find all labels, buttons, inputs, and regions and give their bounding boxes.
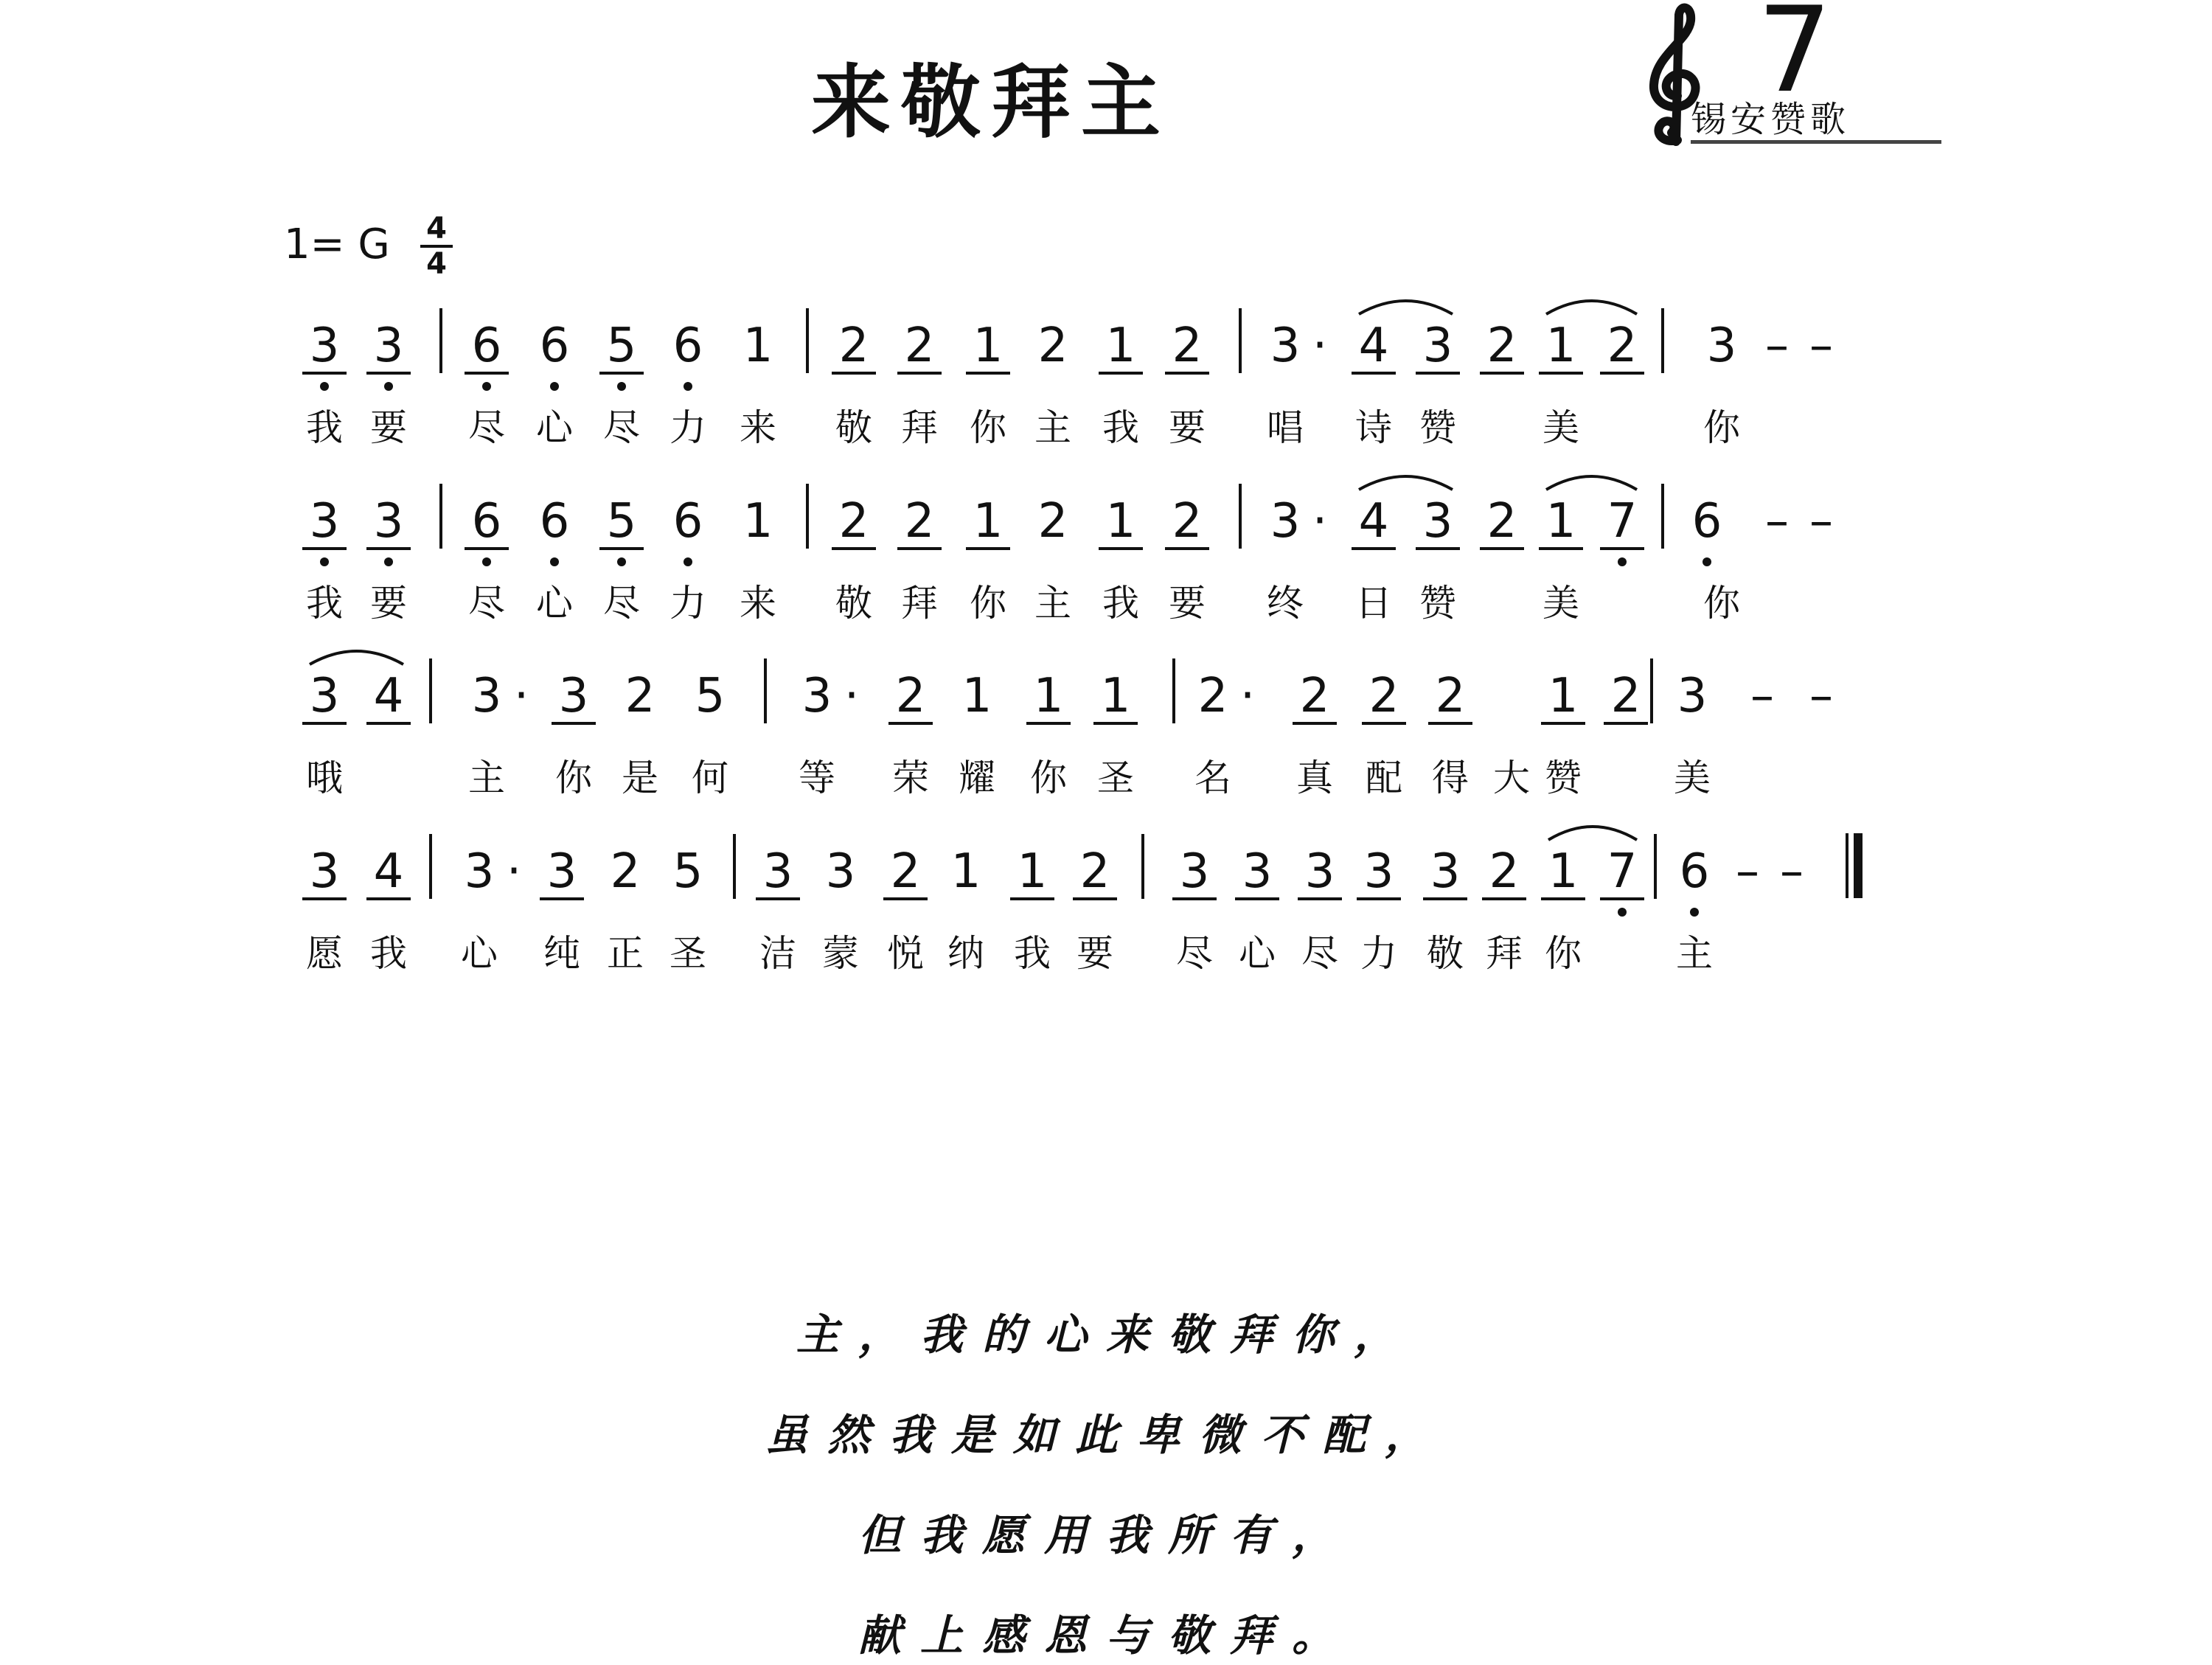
augmentation-dot: ·: [1312, 494, 1328, 549]
note: 1: [1105, 494, 1136, 549]
octave-dot: [1690, 908, 1699, 917]
note: 5: [672, 844, 703, 899]
song-title: 来敬拜主: [811, 57, 1172, 149]
lyric-char: 要: [1169, 406, 1206, 449]
note: 1: [973, 494, 1004, 549]
note: 3: [471, 669, 502, 723]
note: 1: [1100, 669, 1131, 723]
note: 5: [695, 669, 726, 723]
lyric-char: 尽: [468, 406, 505, 449]
note: 3: [373, 319, 404, 373]
lyric-char: 心: [1239, 932, 1276, 975]
note: 6: [539, 319, 570, 373]
note: 2: [1037, 494, 1068, 549]
lyric-char: 配: [1366, 757, 1402, 799]
note: 1: [961, 669, 992, 723]
lyric-char: 你: [970, 406, 1006, 449]
note: 2: [904, 319, 935, 373]
note: 3: [558, 669, 589, 723]
lyric-char: 你: [1030, 757, 1067, 799]
note: 6: [471, 494, 502, 549]
poem-line: 虽然我是如此卑微不配，: [765, 1410, 1447, 1460]
note: 4: [373, 844, 404, 899]
note: 6: [471, 319, 502, 373]
lyric-char: 力: [1360, 932, 1397, 975]
lyric-char: 唱: [1267, 406, 1304, 449]
note: 1: [1548, 669, 1579, 723]
note: 4: [373, 669, 404, 723]
lyric-char: 敬: [835, 582, 872, 625]
lyric-char: 日: [1355, 582, 1392, 625]
hymnal-name: 锡安赞歌: [1691, 100, 1941, 144]
octave-dot: [482, 382, 491, 391]
lyric-char: 纳: [947, 932, 984, 975]
lyric-char: 主: [1676, 932, 1713, 975]
extension-dash: –: [1750, 669, 1774, 723]
lyric-char: 悦: [887, 932, 924, 975]
note: 7: [1607, 844, 1638, 899]
lyric-char: 圣: [669, 932, 706, 975]
note: 2: [625, 669, 655, 723]
note: 3: [464, 844, 495, 899]
note: 2: [1607, 319, 1638, 373]
lyric-char: 要: [1169, 582, 1206, 625]
octave-dot: [320, 557, 329, 566]
lyric-char: 蒙: [822, 932, 859, 975]
lyric-char: 名: [1194, 757, 1231, 799]
lyric-char: 拜: [1486, 932, 1523, 975]
lyric-char: 是: [622, 757, 658, 799]
note: 3: [1422, 319, 1453, 373]
lyric-char: 心: [461, 932, 498, 975]
extension-dash: –: [1765, 494, 1789, 549]
note: 5: [606, 319, 637, 373]
lyric-char: 来: [740, 406, 776, 449]
extension-dash: –: [1765, 319, 1789, 373]
octave-dot: [1618, 908, 1627, 917]
time-denominator: 4: [426, 247, 447, 281]
lyric-char: 主: [1034, 582, 1071, 625]
lyric-char: 美: [1543, 406, 1579, 449]
note: 2: [610, 844, 641, 899]
extension-dash: –: [1809, 669, 1833, 723]
note: 3: [1179, 844, 1210, 899]
lyric-char: 你: [1545, 932, 1582, 975]
note: 2: [838, 494, 869, 549]
lyric-char: 你: [555, 757, 592, 799]
lyric-char: 真: [1296, 757, 1333, 799]
lyric-char: 何: [692, 757, 728, 799]
lyric-char: 美: [1674, 757, 1711, 799]
lyric-char: 愿: [306, 932, 343, 975]
lyric-char: 尽: [603, 406, 640, 449]
lyric-char: 我: [306, 406, 343, 449]
lyric-char: 尽: [1176, 932, 1213, 975]
slur: [1359, 301, 1453, 314]
note: 2: [1368, 669, 1399, 723]
note: 3: [309, 669, 340, 723]
lyric-char: 尽: [1301, 932, 1338, 975]
augmentation-dot: ·: [1239, 669, 1256, 723]
note: 5: [606, 494, 637, 549]
slur: [1546, 476, 1637, 490]
lyric-char: 力: [669, 582, 706, 625]
note: 6: [1679, 844, 1710, 899]
note: 7: [1607, 494, 1638, 549]
lyric-char: 圣: [1097, 757, 1134, 799]
note: 3: [1304, 844, 1335, 899]
lyric-char: 要: [370, 582, 407, 625]
lyric-char: 赞: [1419, 582, 1456, 625]
note: 2: [1172, 494, 1203, 549]
note: 6: [539, 494, 570, 549]
augmentation-dot: ·: [1312, 319, 1328, 373]
note: 2: [1079, 844, 1110, 899]
octave-dot: [617, 382, 626, 391]
note: 1: [742, 494, 773, 549]
octave-dot: [684, 557, 692, 566]
extension-dash: –: [1809, 494, 1833, 549]
note: 3: [825, 844, 856, 899]
note: 1: [1017, 844, 1048, 899]
lyric-char: 耀: [959, 757, 995, 799]
note: 1: [973, 319, 1004, 373]
note: 3: [309, 319, 340, 373]
octave-dot: [617, 557, 626, 566]
extension-dash: –: [1736, 844, 1759, 899]
note: 2: [838, 319, 869, 373]
lyric-char: 心: [536, 406, 573, 449]
note: 1: [1545, 494, 1576, 549]
note: 1: [1545, 319, 1576, 373]
note: 1: [742, 319, 773, 373]
lyric-char: 终: [1267, 582, 1304, 625]
note: 3: [373, 494, 404, 549]
note: 2: [1037, 319, 1068, 373]
octave-dot: [320, 382, 329, 391]
note: 3: [1270, 494, 1301, 549]
slur: [1359, 476, 1453, 490]
lyric-char: 我: [306, 582, 343, 625]
lyric-char: 我: [1102, 406, 1139, 449]
note: 2: [1610, 669, 1641, 723]
extension-dash: –: [1780, 844, 1804, 899]
lyric-char: 你: [1703, 582, 1740, 625]
time-numerator: 4: [426, 212, 447, 246]
note: 2: [1486, 319, 1517, 373]
octave-dot: [550, 557, 559, 566]
lyric-char: 来: [740, 582, 776, 625]
lyric-char: 尽: [468, 582, 505, 625]
lyric-char: 力: [669, 406, 706, 449]
octave-dot: [684, 382, 692, 391]
lyric-char: 我: [370, 932, 407, 975]
note: 3: [1677, 669, 1708, 723]
octave-dot: [1703, 557, 1711, 566]
lyric-char: 等: [799, 757, 835, 799]
poem-line: 但我愿用我所有，: [858, 1510, 1354, 1560]
hymn-number: 7: [1757, 0, 1832, 119]
lyric-char: 美: [1543, 582, 1579, 625]
lyric-char: 敬: [835, 406, 872, 449]
octave-dot: [384, 557, 393, 566]
lyric-char: 洁: [759, 932, 796, 975]
note: 2: [1172, 319, 1203, 373]
note: 1: [1033, 669, 1064, 723]
lyric-char: 你: [1703, 406, 1740, 449]
note: 2: [904, 494, 935, 549]
note: 3: [1430, 844, 1461, 899]
slur: [1548, 827, 1637, 840]
extension-dash: –: [1809, 319, 1833, 373]
lyric-char: 哦: [306, 757, 343, 799]
lyric-char: 得: [1432, 757, 1469, 799]
note: 2: [1489, 844, 1520, 899]
lyric-char: 要: [370, 406, 407, 449]
lyric-char: 尽: [603, 582, 640, 625]
note: 3: [309, 494, 340, 549]
note: 1: [1548, 844, 1579, 899]
note: 3: [1422, 494, 1453, 549]
poem-line: 献上感恩与敬拜。: [858, 1610, 1354, 1661]
octave-dot: [1618, 557, 1627, 566]
lyric-char: 主: [1034, 406, 1071, 449]
augmentation-dot: ·: [506, 844, 522, 899]
octave-dot: [550, 382, 559, 391]
lyric-char: 你: [970, 582, 1006, 625]
octave-dot: [482, 557, 491, 566]
note: 1: [1105, 319, 1136, 373]
lyric-char: 赞: [1419, 406, 1456, 449]
slur: [1546, 301, 1637, 314]
lyric-char: 诗: [1355, 406, 1392, 449]
note: 3: [1242, 844, 1273, 899]
note: 3: [1270, 319, 1301, 373]
lyric-char: 心: [536, 582, 573, 625]
lyric-char: 正: [607, 932, 644, 975]
slur: [310, 651, 403, 664]
lyric-char: 我: [1014, 932, 1051, 975]
note: 6: [672, 319, 703, 373]
key-label: 1= G: [284, 220, 390, 268]
lyric-char: 敬: [1427, 932, 1464, 975]
poem-line: 主，我的心来敬拜你，: [796, 1310, 1416, 1360]
note: 2: [1197, 669, 1228, 723]
augmentation-dot: ·: [513, 669, 529, 723]
note: 2: [1486, 494, 1517, 549]
lyric-char: 纯: [543, 932, 580, 975]
note: 2: [890, 844, 921, 899]
note: 6: [672, 494, 703, 549]
lyric-char: 大: [1493, 757, 1530, 799]
augmentation-dot: ·: [844, 669, 860, 723]
note: 2: [895, 669, 926, 723]
note: 3: [1706, 319, 1737, 373]
lyric-char: 赞: [1545, 757, 1582, 799]
lyric-char: 要: [1077, 932, 1113, 975]
note: 2: [1435, 669, 1466, 723]
lyric-char: 主: [468, 757, 505, 799]
lyric-char: 荣: [892, 757, 929, 799]
lyric-char: 拜: [901, 582, 938, 625]
note: 1: [950, 844, 981, 899]
lyric-char: 拜: [901, 406, 938, 449]
note: 3: [1363, 844, 1394, 899]
note: 3: [762, 844, 793, 899]
note: 6: [1691, 494, 1722, 549]
note: 4: [1358, 319, 1389, 373]
note: 2: [1299, 669, 1330, 723]
note: 4: [1358, 494, 1389, 549]
note: 3: [309, 844, 340, 899]
octave-dot: [384, 382, 393, 391]
note: 3: [801, 669, 832, 723]
note: 3: [546, 844, 577, 899]
lyric-char: 我: [1102, 582, 1139, 625]
